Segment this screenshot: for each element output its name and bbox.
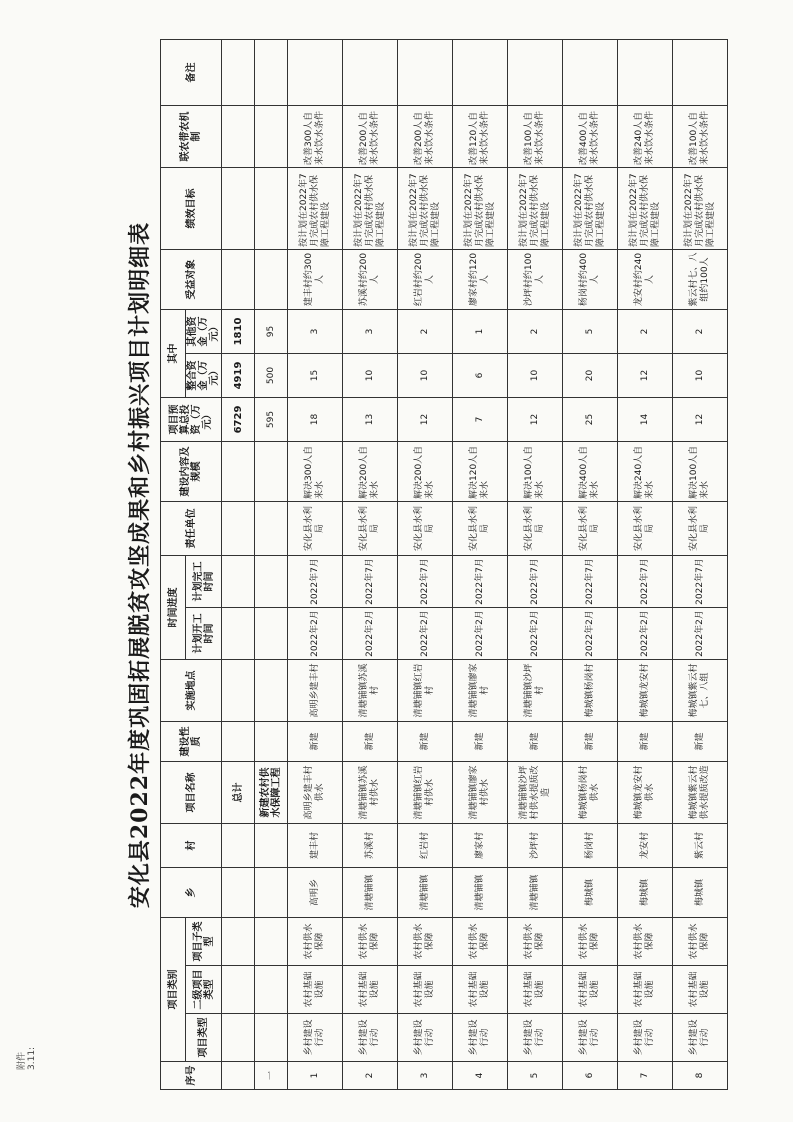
header-content: 建设内容及规模 [161, 442, 222, 502]
cell-seq: 3 [398, 1062, 453, 1090]
cell-budget: 25 [563, 398, 618, 442]
cell-start: 2022年2月 [288, 608, 343, 660]
cell-goal: 按计划在2022年7月完成农村供水保障工程建设 [398, 168, 453, 250]
cell-remark [398, 40, 453, 106]
header-village: 村 [161, 824, 222, 868]
cell-name: 清塘铺镇苏溪村供水 [343, 762, 398, 824]
cell-sub: 农村供水保障 [508, 918, 563, 966]
cell-name: 清塘铺镇红岩村供水 [398, 762, 453, 824]
header-integrated: 整合资金（万元） [186, 354, 222, 398]
header-sub-type: 项目子类型 [186, 918, 222, 966]
cell-village: 龙安村 [618, 824, 673, 868]
cell-goal: 按计划在2022年7月完成农村供水保障工程建设 [288, 168, 343, 250]
cell-content: 解决200人自来水 [398, 442, 453, 502]
cell-goal: 按计划在2022年7月完成农村供水保障工程建设 [618, 168, 673, 250]
cell-content: 解决100人自来水 [508, 442, 563, 502]
cell-location: 清塘铺镇沙坪村 [508, 660, 563, 722]
cell-sub: 农村供水保障 [453, 918, 508, 966]
cell-unit: 安化县水利局 [288, 502, 343, 556]
total-other: 1810 [222, 310, 255, 354]
cell-other: 2 [618, 310, 673, 354]
cell-beneficiary: 沙坪村约100人 [508, 250, 563, 310]
cell-level2: 农村基础设施 [398, 966, 453, 1014]
cell-mechanism: 改善100人自来水饮水条件 [508, 106, 563, 168]
header-level2-type: 二级项目类型 [186, 966, 222, 1014]
cell-integrated: 10 [508, 354, 563, 398]
cell-sub: 农村供水保障 [288, 918, 343, 966]
cell-integrated: 15 [288, 354, 343, 398]
cell-remark [618, 40, 673, 106]
cell-township: 梅城镇 [673, 868, 728, 918]
cell-integrated: 10 [673, 354, 728, 398]
cell-nature: 新建 [563, 722, 618, 762]
header-end: 计划完工时间 [186, 556, 222, 608]
header-remark: 备注 [161, 40, 222, 106]
cell-village: 紫云村 [673, 824, 728, 868]
cell-remark [673, 40, 728, 106]
header-township: 乡 [161, 868, 222, 918]
cell-beneficiary: 苏溪村约200人 [343, 250, 398, 310]
cell-mechanism: 改善120人自来水饮水条件 [453, 106, 508, 168]
cell-end: 2022年7月 [508, 556, 563, 608]
cell-sub: 农村供水保障 [563, 918, 618, 966]
cell-goal: 按计划在2022年7月完成农村供水保障工程建设 [453, 168, 508, 250]
cell-other: 5 [563, 310, 618, 354]
header-start: 计划开工时间 [186, 608, 222, 660]
cell-beneficiary: 廖家村约120人 [453, 250, 508, 310]
header-construction-nature: 建设性质 [161, 722, 222, 762]
cell-level2: 农村基础设施 [288, 966, 343, 1014]
cell-content: 解决400人自来水 [563, 442, 618, 502]
cell-mechanism: 改善100人自来水饮水条件 [673, 106, 728, 168]
cell-goal: 按计划在2022年7月完成农村供水保障工程建设 [508, 168, 563, 250]
cell-type: 乡村建设行动 [563, 1014, 618, 1062]
section-seq: 一 [255, 1062, 288, 1090]
cell-other: 2 [508, 310, 563, 354]
cell-sub: 农村供水保障 [673, 918, 728, 966]
cell-level2: 农村基础设施 [563, 966, 618, 1014]
header-schedule: 时间进度 [161, 556, 186, 660]
header-project-category: 项目类别 [161, 918, 186, 1062]
cell-nature: 新建 [618, 722, 673, 762]
cell-level2: 农村基础设施 [343, 966, 398, 1014]
cell-location: 梅城镇杨岗村 [563, 660, 618, 722]
cell-seq: 5 [508, 1062, 563, 1090]
rotated-sheet [120, 40, 793, 1090]
cell-seq: 1 [288, 1062, 343, 1090]
cell-remark [343, 40, 398, 106]
section-integrated: 500 [255, 354, 288, 398]
cell-village: 廖家村 [453, 824, 508, 868]
cell-other: 2 [673, 310, 728, 354]
cell-start: 2022年2月 [673, 608, 728, 660]
cell-nature: 新建 [453, 722, 508, 762]
cell-beneficiary: 紫云村七、八组约100人 [673, 250, 728, 310]
page-title: 安化县2022年度巩固拓展脱贫攻坚成果和乡村振兴项目计划明细表 [127, 221, 153, 909]
cell-location: 清塘铺镇红岩村 [398, 660, 453, 722]
total-budget: 6729 [222, 398, 255, 442]
cell-budget: 12 [508, 398, 563, 442]
total-row [222, 40, 255, 1090]
cell-unit: 安化县水利局 [343, 502, 398, 556]
cell-mechanism: 改善400人自来水饮水条件 [563, 106, 618, 168]
cell-integrated: 6 [453, 354, 508, 398]
header-mechanism: 联农带农机制 [161, 106, 222, 168]
cell-name: 高明乡建丰村供水 [288, 762, 343, 824]
cell-type: 乡村建设行动 [508, 1014, 563, 1062]
cell-township: 梅城镇 [618, 868, 673, 918]
cell-type: 乡村建设行动 [453, 1014, 508, 1062]
cell-township: 梅城镇 [563, 868, 618, 918]
cell-integrated: 10 [343, 354, 398, 398]
cell-township: 清塘铺镇 [398, 868, 453, 918]
cell-budget: 12 [673, 398, 728, 442]
header-project-type: 项目类型 [186, 1014, 222, 1062]
cell-content: 解决100人自来水 [673, 442, 728, 502]
attachment-label: 附件3.11: [16, 1046, 37, 1070]
cell-remark [508, 40, 563, 106]
section-budget: 595 [255, 398, 288, 442]
cell-name: 梅城镇龙安村供水 [618, 762, 673, 824]
cell-name: 清塘铺镇沙坪村供水提质改造 [508, 762, 563, 824]
cell-remark [563, 40, 618, 106]
cell-budget: 18 [288, 398, 343, 442]
cell-village: 沙坪村 [508, 824, 563, 868]
cell-beneficiary: 龙安村约240人 [618, 250, 673, 310]
cell-integrated: 12 [618, 354, 673, 398]
cell-nature: 新建 [508, 722, 563, 762]
cell-end: 2022年7月 [343, 556, 398, 608]
cell-budget: 13 [343, 398, 398, 442]
cell-start: 2022年2月 [343, 608, 398, 660]
table-row [288, 40, 343, 1090]
cell-other: 2 [398, 310, 453, 354]
cell-other: 1 [453, 310, 508, 354]
cell-village: 苏溪村 [343, 824, 398, 868]
table-row [508, 40, 563, 1090]
header-budget: 项目预算总投资（万元） [161, 398, 222, 442]
cell-unit: 安化县水利局 [508, 502, 563, 556]
cell-mechanism: 改善200人自来水饮水条件 [398, 106, 453, 168]
cell-name: 清塘铺镇廖家村供水 [453, 762, 508, 824]
cell-location: 梅城镇紫云村七、八组 [673, 660, 728, 722]
cell-integrated: 20 [563, 354, 618, 398]
cell-type: 乡村建设行动 [288, 1014, 343, 1062]
cell-location: 梅城镇龙安村 [618, 660, 673, 722]
cell-sub: 农村供水保障 [398, 918, 453, 966]
cell-unit: 安化县水利局 [618, 502, 673, 556]
header-project-name: 项目名称 [161, 762, 222, 824]
cell-content: 解决200人自来水 [343, 442, 398, 502]
cell-level2: 农村基础设施 [618, 966, 673, 1014]
cell-name: 梅城镇紫云村供水提质改造 [673, 762, 728, 824]
cell-beneficiary: 红岩村约200人 [398, 250, 453, 310]
cell-mechanism: 改善200人自来水饮水条件 [343, 106, 398, 168]
cell-seq: 7 [618, 1062, 673, 1090]
cell-content: 解决120人自来水 [453, 442, 508, 502]
cell-end: 2022年7月 [398, 556, 453, 608]
cell-end: 2022年7月 [563, 556, 618, 608]
cell-end: 2022年7月 [288, 556, 343, 608]
cell-level2: 农村基础设施 [453, 966, 508, 1014]
cell-goal: 按计划在2022年7月完成农村供水保障工程建设 [343, 168, 398, 250]
cell-village: 红岩村 [398, 824, 453, 868]
cell-township: 高明乡 [288, 868, 343, 918]
header-goal: 绩效目标 [161, 168, 222, 250]
cell-beneficiary: 建丰村约300人 [288, 250, 343, 310]
cell-mechanism: 改善240人自来水饮水条件 [618, 106, 673, 168]
cell-nature: 新建 [343, 722, 398, 762]
cell-nature: 新建 [398, 722, 453, 762]
cell-unit: 安化县水利局 [673, 502, 728, 556]
cell-budget: 12 [398, 398, 453, 442]
header-location: 实施地点 [161, 660, 222, 722]
cell-township: 清塘铺镇 [508, 868, 563, 918]
cell-type: 乡村建设行动 [673, 1014, 728, 1062]
cell-seq: 4 [453, 1062, 508, 1090]
cell-unit: 安化县水利局 [563, 502, 618, 556]
total-label: 总计 [222, 762, 255, 824]
cell-other: 3 [288, 310, 343, 354]
cell-location: 清塘铺镇苏溪村 [343, 660, 398, 722]
header-beneficiary: 受益对象 [161, 250, 222, 310]
table-row [563, 40, 618, 1090]
table-row [398, 40, 453, 1090]
cell-start: 2022年2月 [398, 608, 453, 660]
cell-start: 2022年2月 [453, 608, 508, 660]
cell-sub: 农村供水保障 [618, 918, 673, 966]
cell-nature: 新建 [288, 722, 343, 762]
cell-integrated: 10 [398, 354, 453, 398]
table-row [343, 40, 398, 1090]
cell-unit: 安化县水利局 [453, 502, 508, 556]
cell-name: 梅城镇杨岗村供水 [563, 762, 618, 824]
cell-goal: 按计划在2022年7月完成农村供水保障工程建设 [673, 168, 728, 250]
cell-seq: 6 [563, 1062, 618, 1090]
cell-beneficiary: 杨岗村约400人 [563, 250, 618, 310]
cell-village: 建丰村 [288, 824, 343, 868]
cell-end: 2022年7月 [673, 556, 728, 608]
cell-level2: 农村基础设施 [673, 966, 728, 1014]
cell-unit: 安化县水利局 [398, 502, 453, 556]
cell-type: 乡村建设行动 [343, 1014, 398, 1062]
cell-content: 解决300人自来水 [288, 442, 343, 502]
table-stage [120, 40, 793, 1090]
cell-township: 清塘铺镇 [343, 868, 398, 918]
cell-township: 清塘铺镇 [453, 868, 508, 918]
table-row [673, 40, 728, 1090]
cell-budget: 14 [618, 398, 673, 442]
cell-other: 3 [343, 310, 398, 354]
cell-type: 乡村建设行动 [618, 1014, 673, 1062]
cell-location: 清塘铺镇廖家村 [453, 660, 508, 722]
section-label: 新建农村供水保障工程 [255, 762, 288, 824]
cell-start: 2022年2月 [508, 608, 563, 660]
cell-type: 乡村建设行动 [398, 1014, 453, 1062]
section-other: 95 [255, 310, 288, 354]
header-other: 其他资金（万元） [186, 310, 222, 354]
cell-end: 2022年7月 [618, 556, 673, 608]
cell-remark [453, 40, 508, 106]
cell-end: 2022年7月 [453, 556, 508, 608]
section-row [255, 40, 288, 1090]
table-row [618, 40, 673, 1090]
cell-village: 杨岗村 [563, 824, 618, 868]
cell-location: 高明乡建丰村 [288, 660, 343, 722]
cell-nature: 新建 [673, 722, 728, 762]
cell-start: 2022年2月 [618, 608, 673, 660]
project-table [160, 39, 728, 1090]
cell-seq: 8 [673, 1062, 728, 1090]
cell-remark [288, 40, 343, 106]
header-responsible: 责任单位 [161, 502, 222, 556]
cell-sub: 农村供水保障 [343, 918, 398, 966]
header-of-which: 其中 [161, 310, 186, 398]
cell-level2: 农村基础设施 [508, 966, 563, 1014]
cell-goal: 按计划在2022年7月完成农村供水保障工程建设 [563, 168, 618, 250]
total-integrated: 4919 [222, 354, 255, 398]
cell-mechanism: 改善300人自来水饮水条件 [288, 106, 343, 168]
cell-seq: 2 [343, 1062, 398, 1090]
cell-content: 解决240人自来水 [618, 442, 673, 502]
cell-budget: 7 [453, 398, 508, 442]
cell-start: 2022年2月 [563, 608, 618, 660]
table-row [453, 40, 508, 1090]
header-seq: 序号 [161, 1062, 222, 1090]
